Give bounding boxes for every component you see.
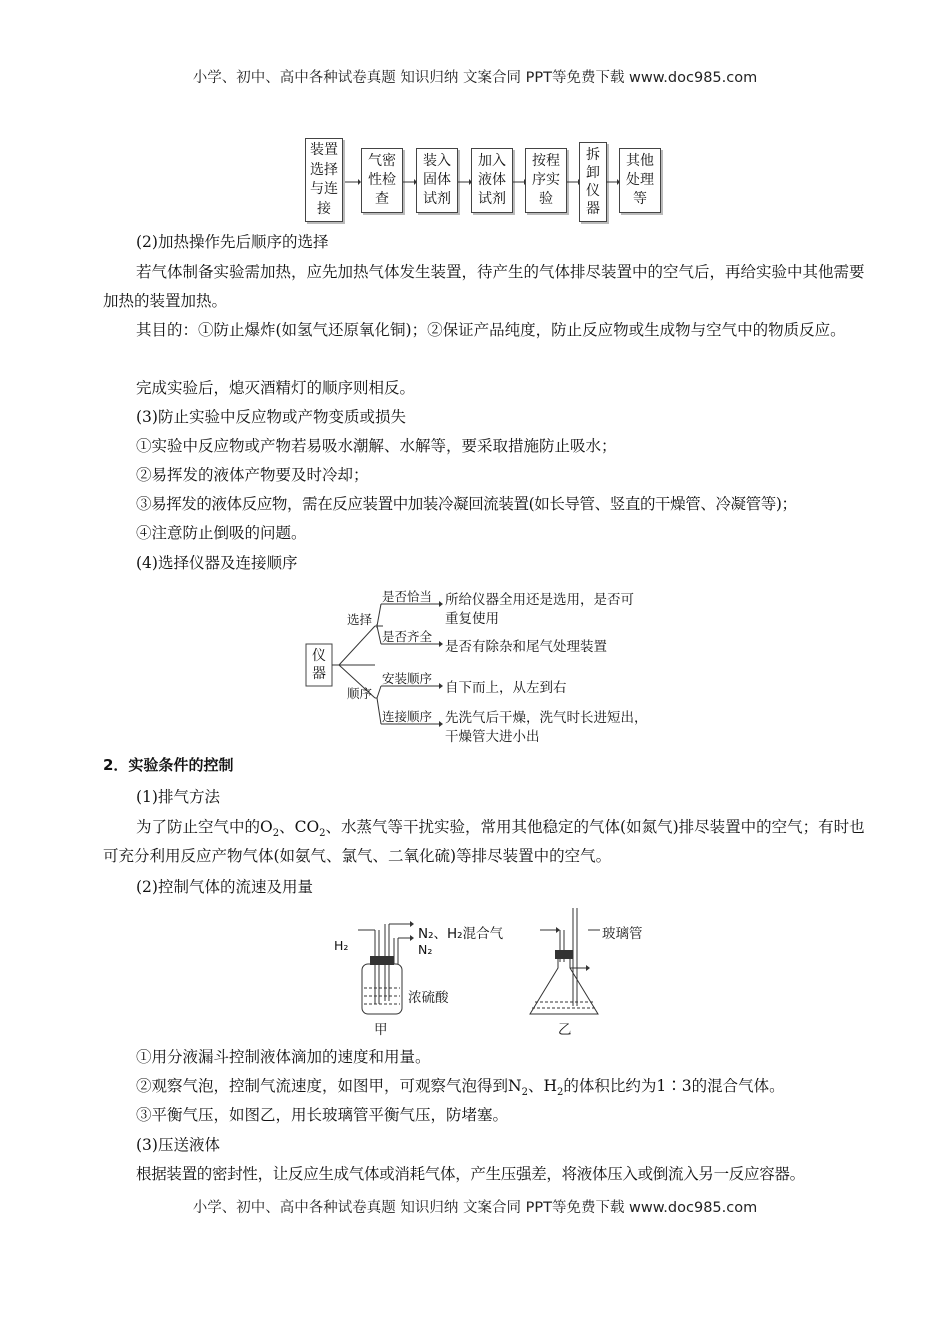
text-run: 的体积比约为1∶3的混合气体。 <box>563 1077 785 1095</box>
figure-caption-yi: 乙 <box>558 1022 572 1038</box>
list-item: ②易挥发的液体产物要及时冷却； <box>136 466 369 484</box>
section-title: 2．实验条件的控制 <box>103 756 234 774</box>
text-run: ②观察气泡，控制气流速度，如图甲，可观察气泡得到N <box>136 1077 522 1095</box>
arrow-right-icon <box>345 177 361 187</box>
list-item <box>103 1072 873 1101</box>
arrow-right-icon <box>458 177 472 187</box>
experiment-steps-flowchart <box>303 136 673 222</box>
list-item: ④注意防止倒吸的问题。 <box>136 524 307 542</box>
instrument-selection-tree <box>305 586 675 748</box>
text-run: 、水蒸气等干扰实验，常用其他稳定的气体(如氮气)排尽装置中的空气；有时也可充分利用反应产物气体(如氨气、氯气、二氧化硫)等排尽装置中的空气。 <box>103 818 865 865</box>
list-item: ①用分液漏斗控制液体滴加的速度和用量。 <box>136 1048 431 1066</box>
flow-step: 装置选择与连接 <box>305 138 343 222</box>
subscript: 2 <box>319 828 326 840</box>
arrow-right-icon <box>403 177 417 187</box>
paragraph: 完成实验后，熄灭酒精灯的顺序则相反。 <box>136 379 416 397</box>
tree-node-text: 所给仪器全用还是选用，是否可 <box>445 592 634 608</box>
text-run: 、CO <box>279 818 320 836</box>
section-heading: (4)选择仪器及连接顺序 <box>136 554 298 572</box>
section-heading: (3)压送液体 <box>136 1136 220 1154</box>
tree-node-label: 是否恰当 <box>382 589 433 604</box>
text-run: 为了防止空气中的O <box>136 818 273 836</box>
paragraph: 其目的：①防止爆炸(如氢气还原氧化铜)；②保证产品纯度，防止反应物或生成物与空气中的物质反应。 <box>136 321 846 339</box>
tree-node-text: 重复使用 <box>445 611 499 627</box>
tree-node-text: 是否有除杂和尾气处理装置 <box>445 639 607 655</box>
flow-step: 拆卸仪器 <box>579 142 607 222</box>
flow-step: 加入液体试剂 <box>471 148 513 213</box>
figure-label: 浓硫酸 <box>408 990 449 1006</box>
list-item: ①实验中反应物或产物若易吸水潮解、水解等，要采取措施防止吸水； <box>136 437 617 455</box>
flow-step: 其他处理等 <box>619 148 661 213</box>
arrow-right-icon <box>606 177 620 187</box>
tree-node-label: 连接顺序 <box>382 709 433 724</box>
figure-caption-jia: 甲 <box>374 1022 388 1038</box>
figure-label: H₂ <box>334 938 349 953</box>
page-footer: 小学、初中、高中各种试卷真题 知识归纳 文案合同 PPT等免费下载 www.doc985.com <box>192 1200 758 1216</box>
list-item: ③易挥发的液体反应物，需在反应装置中加装冷凝回流装置(如长导管、竖直的干燥管、冷凝管等)； <box>136 495 797 513</box>
apparatus-figure <box>330 906 650 1036</box>
page-header: 小学、初中、高中各种试卷真题 知识归纳 文案合同 PPT等免费下载 www.doc985.com <box>192 70 758 86</box>
flow-step: 按程序实验 <box>525 148 567 213</box>
section-heading: (2)加热操作先后顺序的选择 <box>136 233 329 251</box>
tree-root-label: 仪器 <box>312 648 326 682</box>
paragraph <box>103 813 873 871</box>
subscript: 2 <box>556 1087 564 1099</box>
subscript: 2 <box>272 828 280 840</box>
tree-node-label: 安装顺序 <box>382 671 433 686</box>
text-run: 、H <box>527 1077 557 1095</box>
figure-label: N₂、H₂混合气 <box>418 926 504 942</box>
figure-label: 玻璃管 <box>602 926 643 942</box>
flow-step: 气密性检查 <box>361 148 403 213</box>
tree-branch-label: 顺序 <box>347 686 373 701</box>
tree-branch-label: 选择 <box>347 612 373 627</box>
subscript: 2 <box>521 1087 528 1099</box>
figure-label: N₂ <box>418 942 433 957</box>
paragraph: 根据装置的密封性，让反应生成气体或消耗气体，产生压强差，将液体压入或倒流入另一反应容器。 <box>136 1165 805 1183</box>
paragraph: 若气体制备实验需加热，应先加热气体发生装置，待产生的气体排尽装置中的空气后，再给实验中其他需要加热的装置加热。 <box>103 263 865 310</box>
list-item: ③平衡气压，如图乙，用长玻璃管平衡气压，防堵塞。 <box>136 1106 509 1124</box>
section-heading: (1)排气方法 <box>136 788 220 806</box>
tree-node-text: 干燥管大进小出 <box>445 729 540 745</box>
tree-node-label: 是否齐全 <box>382 629 433 644</box>
tree-node-text: 自下而上，从左到右 <box>445 680 567 696</box>
section-heading: (2)控制气体的流速及用量 <box>136 878 313 896</box>
flow-step: 装入固体试剂 <box>416 148 458 213</box>
tree-node-text: 先洗气后干燥，洗气时长进短出， <box>445 710 648 726</box>
section-heading: (3)防止实验中反应物或产物变质或损失 <box>136 408 406 426</box>
